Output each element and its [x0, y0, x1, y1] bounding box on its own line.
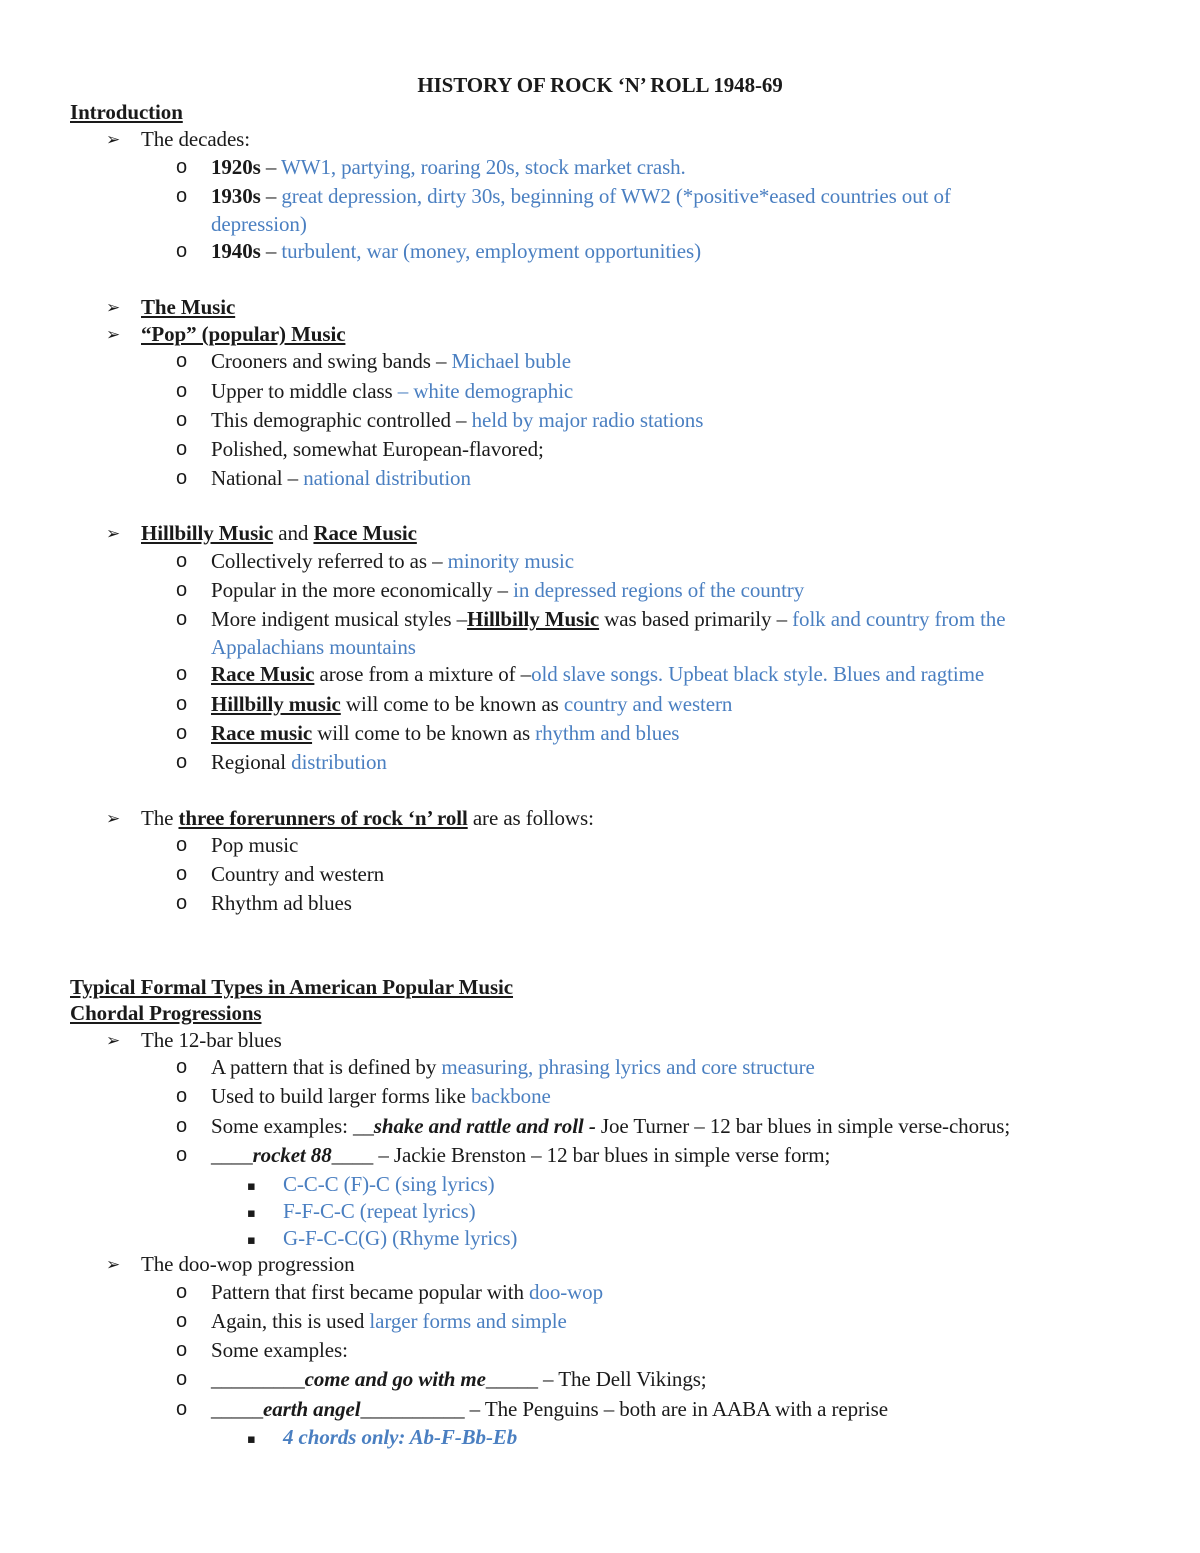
blank: _________	[211, 1367, 305, 1391]
circle-bullet-icon: o	[176, 722, 188, 744]
list-item-doowop-2	[211, 1308, 567, 1334]
circle-bullet-icon: o	[176, 467, 188, 489]
section-heading-introduction: Introduction	[70, 100, 183, 124]
note: minority music	[447, 549, 574, 573]
circle-bullet-icon: o	[176, 579, 188, 601]
circle-bullet-icon: o	[176, 240, 188, 262]
note: held by major radio stations	[471, 408, 704, 432]
list-item-chord: F-F-C-C (repeat lyrics)	[283, 1199, 476, 1223]
list-item-blues-1	[211, 1054, 815, 1080]
circle-bullet-icon: o	[176, 438, 188, 460]
list-item-1930s	[211, 183, 951, 209]
list-item-1930s-continued: depression)	[211, 212, 307, 236]
text: will come to be known as	[340, 692, 564, 716]
square-bullet-icon: ▪	[247, 1233, 256, 1248]
list-item-chord: C-C-C (F)-C (sing lyrics)	[283, 1172, 495, 1196]
circle-bullet-icon: o	[176, 380, 188, 402]
song-title: come and go with me	[304, 1367, 486, 1391]
term: Race music	[211, 721, 313, 745]
circle-bullet-icon: o	[176, 693, 188, 715]
text: A pattern that is defined by	[211, 1055, 442, 1079]
term: Hillbilly Music	[466, 607, 600, 631]
list-item-forerunners	[141, 805, 594, 831]
circle-bullet-icon: o	[176, 608, 188, 630]
list-item-doowop-3: Some examples:	[211, 1338, 348, 1362]
list-item-chord: G-F-C-C(G) (Rhyme lyrics)	[283, 1226, 518, 1250]
list-item-decades: The decades:	[141, 127, 250, 151]
heading-part: Hillbilly Music	[141, 521, 274, 545]
circle-bullet-icon: o	[176, 1339, 188, 1361]
heading-part: Race Music	[313, 521, 417, 545]
note: country and western	[563, 692, 733, 716]
circle-bullet-icon: o	[176, 550, 188, 572]
list-item-hillbilly-5	[211, 691, 732, 717]
arrow-bullet-icon: ➢	[106, 325, 121, 345]
separator: –	[260, 239, 282, 263]
note: Michael buble	[451, 349, 571, 373]
circle-bullet-icon: o	[176, 863, 188, 885]
note: doo-wop	[529, 1280, 603, 1304]
blank: ____	[211, 1143, 253, 1167]
list-item-chords-note: 4 chords only: Ab-F-Bb-Eb	[283, 1425, 518, 1449]
list-item-1940s	[211, 238, 701, 264]
circle-bullet-icon: o	[176, 409, 188, 431]
arrow-bullet-icon: ➢	[106, 524, 121, 544]
text: Upper to middle class	[211, 379, 398, 403]
text: More indigent musical styles –	[211, 607, 467, 631]
decade-label: 1940s	[211, 239, 261, 263]
note: turbulent, war (money, employment opportunities)	[281, 239, 701, 263]
arrow-bullet-icon: ➢	[106, 298, 121, 318]
circle-bullet-icon: o	[176, 1056, 188, 1078]
circle-bullet-icon: o	[176, 1144, 188, 1166]
arrow-bullet-icon: ➢	[106, 809, 121, 829]
text: This demographic controlled –	[211, 408, 472, 432]
list-item-forerunner: Country and western	[211, 862, 385, 886]
list-item-pop-2	[211, 378, 573, 404]
section-heading-pop-music: “Pop” (popular) Music	[141, 322, 346, 346]
list-item-doowop-1	[211, 1279, 603, 1305]
section-heading-the-music: The Music	[141, 295, 236, 319]
arrow-bullet-icon: ➢	[106, 1255, 121, 1275]
text: was based primarily –	[599, 607, 793, 631]
text: will come to be known as	[312, 721, 536, 745]
list-item-hillbilly-4	[211, 661, 984, 687]
list-item-pop-5	[211, 465, 471, 491]
text: Some examples:	[211, 1114, 353, 1138]
circle-bullet-icon: o	[176, 1398, 188, 1420]
note: national distribution	[303, 466, 471, 490]
song-title: shake and rattle and roll -	[373, 1114, 596, 1138]
section-heading-chordal-progressions: Chordal Progressions	[70, 1001, 262, 1025]
blank: __	[352, 1114, 374, 1138]
circle-bullet-icon: o	[176, 350, 188, 372]
note: folk and country from the	[792, 607, 1006, 631]
text: Used to build larger forms like	[211, 1084, 472, 1108]
square-bullet-icon: ▪	[247, 1432, 256, 1447]
section-heading-formal-types: Typical Formal Types in American Popular Music	[70, 975, 514, 999]
text: Joe Turner – 12 bar blues in simple verse-chorus;	[595, 1114, 1011, 1138]
circle-bullet-icon: o	[176, 1085, 188, 1107]
text: arose from a mixture of –	[314, 662, 532, 686]
list-item-12-bar-blues: The 12-bar blues	[141, 1028, 282, 1052]
note: – white demographic	[397, 379, 574, 403]
list-item-hillbilly-7	[211, 749, 387, 775]
note: larger forms and simple	[369, 1309, 567, 1333]
list-item-doo-wop: The doo-wop progression	[141, 1252, 355, 1276]
list-item-hillbilly-2	[211, 577, 804, 603]
list-item-pop-1	[211, 348, 571, 374]
text: – The Penguins – both are in AABA with a reprise	[464, 1397, 888, 1421]
separator: –	[260, 184, 282, 208]
note: old slave songs. Upbeat black style. Blues and ragtime	[531, 662, 985, 686]
list-item-pop-3	[211, 407, 703, 433]
arrow-bullet-icon: ➢	[106, 1031, 121, 1051]
list-item-blues-3	[211, 1113, 1010, 1139]
note: backbone	[471, 1084, 551, 1108]
list-item-hillbilly-1	[211, 548, 574, 574]
square-bullet-icon: ▪	[247, 1206, 256, 1221]
decade-label: 1930s	[211, 184, 261, 208]
circle-bullet-icon: o	[176, 663, 188, 685]
circle-bullet-icon: o	[176, 1310, 188, 1332]
page-title: HISTORY OF ROCK ‘N’ ROLL 1948-69	[417, 73, 783, 97]
arrow-bullet-icon: ➢	[106, 130, 121, 150]
song-title: earth angel	[263, 1397, 361, 1421]
list-item-hillbilly-3-continued: Appalachians mountains	[211, 635, 416, 659]
square-bullet-icon: ▪	[247, 1179, 256, 1194]
list-item-hillbilly-3	[211, 606, 1005, 632]
text: Collectively referred to as –	[211, 549, 448, 573]
circle-bullet-icon: o	[176, 834, 188, 856]
list-item-1920s	[211, 154, 686, 180]
circle-bullet-icon: o	[176, 892, 188, 914]
text: are as follows:	[467, 806, 594, 830]
list-item-pop-4: Polished, somewhat European-flavored;	[211, 437, 544, 461]
note: measuring, phrasing lyrics and core structure	[441, 1055, 815, 1079]
note: distribution	[291, 750, 387, 774]
text: Regional	[211, 750, 292, 774]
circle-bullet-icon: o	[176, 1281, 188, 1303]
text: Again, this is used	[211, 1309, 370, 1333]
term: three forerunners of rock ‘n’ roll	[178, 806, 468, 830]
blank: _____	[211, 1397, 264, 1421]
list-item-hillbilly-6	[211, 720, 679, 746]
blank: ____	[331, 1143, 374, 1167]
section-heading-hillbilly-race	[141, 520, 417, 546]
blank: __________	[360, 1397, 465, 1421]
note: in depressed regions of the country	[513, 578, 805, 602]
list-item-forerunner: Pop music	[211, 833, 299, 857]
text: Crooners and swing bands –	[211, 349, 452, 373]
list-item-blues-2	[211, 1083, 551, 1109]
note: rhythm and blues	[535, 721, 680, 745]
text: Popular in the more economically –	[211, 578, 514, 602]
heading-conjunction: and	[273, 521, 314, 545]
circle-bullet-icon: o	[176, 1368, 188, 1390]
list-item-blues-4	[211, 1142, 830, 1168]
list-item-doowop-4	[211, 1366, 707, 1392]
separator: –	[260, 155, 282, 179]
term: Hillbilly music	[211, 692, 341, 716]
term: Race Music	[211, 662, 315, 686]
text: National –	[211, 466, 304, 490]
circle-bullet-icon: o	[176, 185, 188, 207]
circle-bullet-icon: o	[176, 751, 188, 773]
decade-label: 1920s	[211, 155, 261, 179]
text: – The Dell Vikings;	[537, 1367, 707, 1391]
song-title: rocket 88	[252, 1143, 332, 1167]
text: – Jackie Brenston – 12 bar blues in simple verse form;	[373, 1143, 831, 1167]
circle-bullet-icon: o	[176, 156, 188, 178]
note: WW1, partying, roaring 20s, stock market crash.	[281, 155, 686, 179]
list-item-forerunner: Rhythm ad blues	[211, 891, 352, 915]
text: The	[141, 806, 179, 830]
text: Pattern that first became popular with	[211, 1280, 530, 1304]
circle-bullet-icon: o	[176, 1115, 188, 1137]
note: great depression, dirty 30s, beginning of WW2 (*positive*eased countries out of	[281, 184, 951, 208]
blank: _____	[485, 1367, 538, 1391]
list-item-doowop-5	[211, 1396, 888, 1422]
